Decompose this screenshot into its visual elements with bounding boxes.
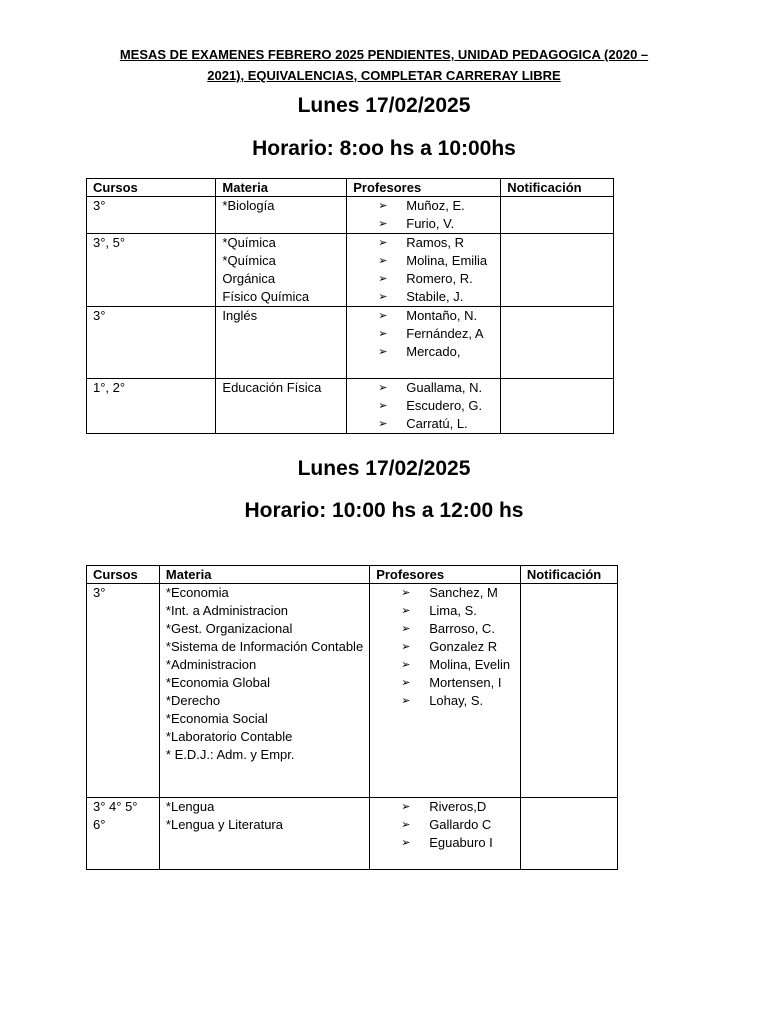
arrowhead-bullet-icon: ➢ bbox=[378, 346, 388, 358]
cell-cursos: 3° bbox=[87, 584, 160, 798]
arrowhead-bullet-icon: ➢ bbox=[401, 587, 411, 599]
arrowhead-bullet-icon: ➢ bbox=[401, 819, 411, 831]
cell-profesores bbox=[370, 798, 521, 870]
list-item bbox=[378, 252, 494, 270]
list-item bbox=[401, 674, 514, 692]
professor-name: Riveros,D bbox=[429, 799, 487, 814]
col-header-materia: Materia bbox=[159, 566, 369, 584]
arrowhead-bullet-icon: ➢ bbox=[401, 641, 411, 653]
arrowhead-bullet-icon: ➢ bbox=[401, 695, 411, 707]
professor-name: Guallama, N. bbox=[406, 380, 483, 395]
table-row bbox=[87, 798, 618, 870]
professor-list bbox=[353, 307, 494, 361]
arrowhead-bullet-icon: ➢ bbox=[378, 328, 388, 340]
professor-name: Mortensen, I bbox=[429, 675, 502, 690]
professor-name: Montaño, N. bbox=[406, 308, 478, 323]
arrowhead-bullet-icon: ➢ bbox=[401, 659, 411, 671]
professor-name: Mercado, bbox=[406, 344, 461, 359]
cell-cursos: 3°, 5° bbox=[87, 234, 216, 307]
list-item bbox=[401, 816, 514, 834]
cell-cursos: 3° bbox=[87, 197, 216, 234]
materia-line: * E.D.J.: Adm. y Empr. bbox=[165, 747, 295, 762]
arrowhead-bullet-icon: ➢ bbox=[401, 801, 411, 813]
materia-line: *Lengua y Literatura bbox=[165, 817, 283, 832]
list-item bbox=[378, 415, 494, 433]
professor-list bbox=[353, 234, 494, 306]
cell-profesores bbox=[370, 584, 521, 798]
materia-line: *Laboratorio Contable bbox=[165, 729, 293, 744]
arrowhead-bullet-icon: ➢ bbox=[378, 200, 388, 212]
professor-name: Molina, Emilia bbox=[406, 253, 488, 268]
table-body-1 bbox=[87, 197, 614, 434]
arrowhead-bullet-icon: ➢ bbox=[401, 605, 411, 617]
col-header-notificacion: Notificación bbox=[520, 566, 617, 584]
materia-line: *Biología bbox=[222, 198, 275, 213]
cell-cursos: 3° 4° 5° 6° bbox=[87, 798, 160, 870]
professor-name: Lima, S. bbox=[429, 603, 477, 618]
col-header-materia: Materia bbox=[216, 179, 347, 197]
professor-list bbox=[376, 798, 514, 852]
arrowhead-bullet-icon: ➢ bbox=[378, 291, 388, 303]
cell-profesores bbox=[347, 234, 501, 307]
professor-name: Fernández, A bbox=[406, 326, 484, 341]
arrowhead-bullet-icon: ➢ bbox=[401, 837, 411, 849]
list-item bbox=[378, 215, 494, 233]
cell-notificacion bbox=[520, 584, 617, 798]
materia-line: Inglés bbox=[222, 308, 258, 323]
list-item bbox=[401, 692, 514, 710]
schedule-table-2 bbox=[86, 565, 618, 870]
table-row bbox=[87, 307, 614, 379]
materia-line: *Química bbox=[222, 253, 276, 268]
cell-notificacion bbox=[501, 307, 614, 379]
list-item bbox=[378, 307, 494, 325]
professor-name: Gonzalez R bbox=[429, 639, 498, 654]
arrowhead-bullet-icon: ➢ bbox=[401, 623, 411, 635]
cell-notificacion bbox=[501, 234, 614, 307]
list-item bbox=[378, 325, 494, 343]
list-item bbox=[378, 343, 494, 361]
cell-materia bbox=[159, 584, 369, 798]
arrowhead-bullet-icon: ➢ bbox=[378, 237, 388, 249]
professor-name: Sanchez, M bbox=[429, 585, 498, 600]
list-item bbox=[378, 397, 494, 415]
table-body-2 bbox=[87, 584, 618, 870]
cell-materia bbox=[216, 234, 347, 307]
materia-line: *Economia Social bbox=[165, 711, 268, 726]
section1-time-title: Horario: 8:oo hs a 10:00hs bbox=[252, 137, 516, 160]
list-item bbox=[378, 197, 494, 215]
header-line-1: MESAS DE EXAMENES FEBRERO 2025 PENDIENTES, UNIDAD PEDAGOGICA (2020 – bbox=[119, 47, 649, 62]
cell-notificacion bbox=[501, 197, 614, 234]
col-header-cursos: Cursos bbox=[87, 566, 160, 584]
cell-materia bbox=[159, 798, 369, 870]
professor-name: Furio, V. bbox=[406, 216, 455, 231]
table-row bbox=[87, 197, 614, 234]
cell-materia bbox=[216, 307, 347, 379]
professor-name: Gallardo C bbox=[429, 817, 492, 832]
col-header-cursos: Cursos bbox=[87, 179, 216, 197]
col-header-profesores: Profesores bbox=[347, 179, 501, 197]
schedule-table-1 bbox=[86, 178, 614, 434]
materia-line: *Int. a Administracion bbox=[165, 603, 289, 618]
materia-line: *Lengua bbox=[165, 799, 215, 814]
table-header-row bbox=[87, 566, 618, 584]
list-item bbox=[378, 288, 494, 306]
materia-line: Físico Química bbox=[222, 289, 310, 304]
list-item bbox=[401, 656, 514, 674]
arrowhead-bullet-icon: ➢ bbox=[401, 677, 411, 689]
arrowhead-bullet-icon: ➢ bbox=[378, 418, 388, 430]
list-item bbox=[401, 638, 514, 656]
arrowhead-bullet-icon: ➢ bbox=[378, 218, 388, 230]
list-item bbox=[401, 620, 514, 638]
header-line-2: 2021), EQUIVALENCIAS, COMPLETAR CARRERAY LIBRE bbox=[207, 68, 561, 83]
table-row bbox=[87, 234, 614, 307]
professor-name: Molina, Evelin bbox=[429, 657, 511, 672]
cell-notificacion bbox=[501, 379, 614, 434]
professor-list bbox=[376, 584, 514, 710]
professor-name: Escudero, G. bbox=[406, 398, 483, 413]
cell-notificacion bbox=[520, 798, 617, 870]
table-row bbox=[87, 584, 618, 798]
professor-name: Romero, R. bbox=[406, 271, 473, 286]
materia-line: *Economia Global bbox=[165, 675, 270, 690]
cell-profesores bbox=[347, 307, 501, 379]
arrowhead-bullet-icon: ➢ bbox=[378, 310, 388, 322]
materia-line: Orgánica bbox=[222, 271, 276, 286]
col-header-profesores: Profesores bbox=[370, 566, 521, 584]
cell-cursos: 3° bbox=[87, 307, 216, 379]
materia-line: *Administracion bbox=[165, 657, 257, 672]
document-header bbox=[50, 44, 718, 86]
professor-name: Muñoz, E. bbox=[406, 198, 465, 213]
arrowhead-bullet-icon: ➢ bbox=[378, 255, 388, 267]
cell-materia bbox=[216, 197, 347, 234]
list-item bbox=[378, 234, 494, 252]
table-header-row bbox=[87, 179, 614, 197]
materia-line: *Economia bbox=[165, 585, 229, 600]
materia-line: *Sistema de Información Contable bbox=[165, 639, 364, 654]
list-item bbox=[401, 798, 514, 816]
professor-name: Eguaburo I bbox=[429, 835, 493, 850]
professor-name: Lohay, S. bbox=[429, 693, 484, 708]
list-item bbox=[378, 270, 494, 288]
list-item bbox=[401, 834, 514, 852]
cell-materia bbox=[216, 379, 347, 434]
materia-line: *Derecho bbox=[165, 693, 221, 708]
arrowhead-bullet-icon: ➢ bbox=[378, 382, 388, 394]
materia-line: *Gest. Organizacional bbox=[165, 621, 293, 636]
materia-line: Educación Física bbox=[222, 380, 322, 395]
cell-profesores bbox=[347, 197, 501, 234]
professor-list bbox=[353, 379, 494, 433]
cell-profesores bbox=[347, 379, 501, 434]
list-item bbox=[378, 379, 494, 397]
arrowhead-bullet-icon: ➢ bbox=[378, 273, 388, 285]
arrowhead-bullet-icon: ➢ bbox=[378, 400, 388, 412]
professor-name: Carratú, L. bbox=[406, 416, 468, 431]
list-item bbox=[401, 602, 514, 620]
professor-name: Barroso, C. bbox=[429, 621, 495, 636]
materia-line: *Química bbox=[222, 235, 276, 250]
cell-cursos: 1°, 2° bbox=[87, 379, 216, 434]
section1-day-title: Lunes 17/02/2025 bbox=[297, 94, 471, 117]
table-row bbox=[87, 379, 614, 434]
col-header-notificacion: Notificación bbox=[501, 179, 614, 197]
professor-name: Stabile, J. bbox=[406, 289, 464, 304]
professor-name: Ramos, R bbox=[406, 235, 465, 250]
section2-day-title: Lunes 17/02/2025 bbox=[297, 457, 471, 480]
professor-list bbox=[353, 197, 494, 233]
list-item bbox=[401, 584, 514, 602]
section2-time-title: Horario: 10:00 hs a 12:00 hs bbox=[244, 499, 524, 522]
